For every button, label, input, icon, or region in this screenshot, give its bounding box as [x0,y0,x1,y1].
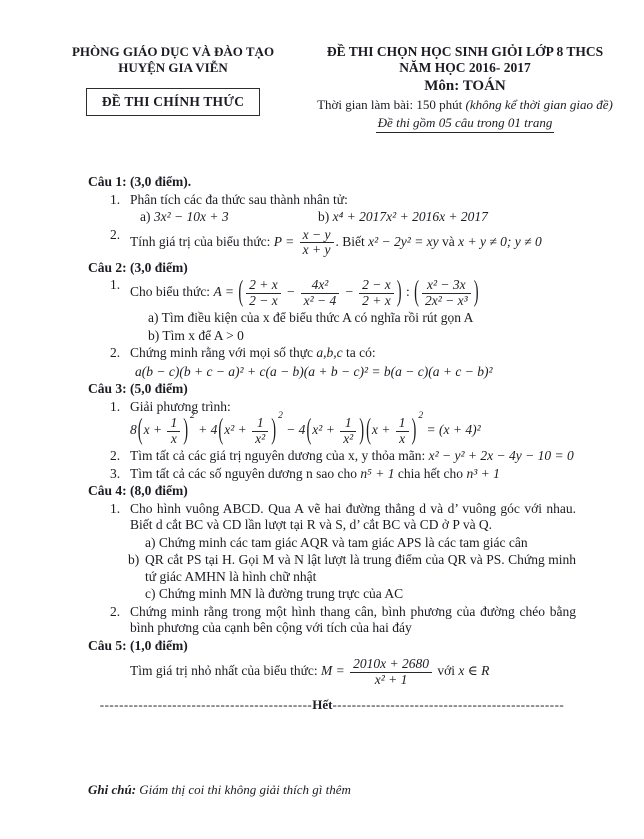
math-token: ) [396,275,402,309]
sub-item-label: b) [128,552,140,567]
end-dashes-left: -------------------------------------------- [99,697,313,712]
math-token: M = [321,663,349,679]
math-token: 8 [130,422,137,438]
formula-q2-a [213,275,479,309]
end-label: Hết [312,697,333,712]
exam-body [0,133,644,714]
exam-title-line2: NĂM HỌC 2016- 2017 [399,60,531,75]
math-n3: n³ + 1 [466,465,500,481]
question-4 [88,483,576,637]
math-token: 2 [190,411,195,421]
math-token: − [341,284,358,300]
question-1-title: Câu 1: (3,0 điểm). [88,174,192,189]
math-token: − 4 [282,422,306,438]
sub-item-text: QR cắt PS tại H. Gọi M và N lật lượt là trung điểm của QR và PS. Chứng minh tứ giác AMHN là hình chữ nhật [145,552,576,584]
math-diophantine: x² − y² + 2x − 4y − 10 = 0 [428,448,574,463]
math-token: x² − 2y² = xy [368,233,439,249]
question-3 [88,381,576,482]
math-token: và [438,233,459,249]
sub-item-text: a) Chứng minh các tam giác AQR và tam giác APS là các tam giác cân [145,534,528,550]
formula-q3-equation [130,411,481,447]
math-token: $\frac{1}{\text{x²}}$ [252,416,268,446]
item-number: 2. [110,448,121,463]
item-number: 3. [110,465,121,481]
question-2-item-1 [88,277,576,309]
math-token: x⁴ + 2017x² + 2016x + 2017 [332,209,488,224]
math-token: $\frac{1}{\text{x²}}$ [340,416,356,446]
math-token: 2 [278,411,283,421]
item-text: Tìm tất cả các giá trị nguyên dương của x, y thỏa mãn: [130,448,429,463]
math-token: $\frac{1}{x}$ [167,416,180,446]
footer-note [88,782,351,798]
math-token: ( [238,275,244,309]
duration-text: Thời gian làm bài: 150 phút [317,97,466,112]
item-text: Tìm tất cả các số nguyên dương n sao cho [130,465,361,481]
pages-note-wrap [312,113,618,133]
math-token: với [434,663,459,679]
question-1-parts-row [88,209,576,226]
note-text: Giám thị coi thi không giải thích gì thêm [136,782,351,797]
math-token: ) [411,413,417,447]
exam-title-line1: ĐỀ THI CHỌN HỌC SINH GIỎI LỚP 8 THCS [326,44,604,59]
math-token: a(b − c)(b + c − a)² + c(a − b)(a + b − c)² = b(a − c)(a + c − b)² [135,363,493,379]
header [0,0,644,133]
math-token: x ∈ R [458,663,490,679]
math-token: $\frac{\text{x² − 3x}}{\text{2x² − x³}}$ [422,278,471,308]
official-exam-box: ĐỀ THI CHÍNH THỨC [86,88,260,116]
org-name-line1: PHÒNG GIÁO DỤC VÀ ĐÀO TẠO [71,44,275,59]
item-text-suffix: ta có: [342,345,376,360]
subject-line: Môn: TOÁN [424,78,506,94]
math-token: ( [137,413,143,447]
math-token: ) [359,413,365,447]
question-3-item-2 [88,448,576,465]
sub-item-text: c) Chứng minh MN là đường trung trực của AC [145,586,404,601]
question-4-item-2 [88,604,576,637]
question-2-item-2 [88,345,576,362]
item-number: 2. [110,345,121,360]
part-b-label: b) [318,209,333,224]
math-token: ( [218,413,224,447]
question-3-title: Câu 3: (5,0 điểm) [88,381,188,396]
item-text: Cho biểu thức: [130,284,214,300]
math-token: x + y ≠ 0; y ≠ 0 [458,233,542,249]
end-separator [88,697,576,714]
formula-q2-identity [135,364,576,381]
formula-q1a [154,209,229,224]
item-number: 1. [110,398,121,414]
math-token: A = [213,284,238,300]
math-token: ) [183,413,189,447]
formula-q1-p [273,226,542,257]
item-number: 2. [110,603,121,619]
question-2-item-1b: b) Tìm x để A > 0 [148,327,244,343]
question-4-item-1 [88,501,576,534]
question-4-title: Câu 4: (8,0 điểm) [88,483,188,498]
math-token: : [402,284,414,300]
math-token: $\frac{2 + x}{2 - x}$ [246,278,281,308]
question-1-item-1 [88,192,576,209]
formula-q1b [333,209,488,224]
item-text: Cho hình vuông ABCD. Qua A vẽ hai đường thẳng d và d’ vuông góc với nhau. Biết d cắt BC và CD lần lượt tại R và S, d’ cắt BC và CD ở P và Q. [130,500,576,532]
item-text: Phân tích các đa thức sau thành nhân tử: [130,191,348,207]
item-text: Tìm giá trị nhỏ nhất của biểu thức: [130,663,322,679]
math-token: x + [371,422,394,438]
header-right [312,44,618,133]
item-text: Tính giá trị của biểu thức: [130,233,274,249]
math-token: $\frac{2010x + 2680}{\text{x² + 1}}$ [350,657,432,687]
math-token: ( [366,413,371,447]
question-1-item-2 [88,227,576,259]
duration-note: (không kể thời gian giao đề) [465,97,613,112]
math-token: 2 [418,411,424,421]
math-token: ) [473,275,479,309]
duration-line [312,96,618,113]
part-a-label: a) [140,209,154,224]
question-5-title: Câu 5: (1,0 điểm) [88,637,188,653]
math-token: = (x + 4)² [423,422,481,438]
item-text: Chứng minh rằng với mọi số thực [130,345,317,360]
math-token: $\frac{1}{x}$ [396,416,409,446]
math-token: − [282,284,299,300]
item-text-mid: chia hết cho [394,465,467,481]
pages-note: Đề thi gồm 05 câu trong 01 trang [376,115,555,133]
question-2-title: Câu 2: (3,0 điểm) [88,259,188,275]
question-3-item-3 [88,466,576,483]
question-2 [88,260,576,381]
math-token: $\frac{2 - x}{2 + x}$ [359,278,394,308]
question-1 [88,174,576,259]
math-token: x² + [312,422,339,438]
item-number: 1. [110,191,121,207]
math-token: . Biết [335,233,369,249]
math-token: x² + [224,422,251,438]
question-3-item-1 [88,399,576,448]
question-4-item-1c [88,586,576,603]
math-token: + 4 [194,422,218,438]
end-dashes-right: ------------------------------------------------ [332,697,565,712]
question-2-item-1a: a) Tìm điều kiện của x để biểu thức A có nghĩa rồi rút gọn A [148,310,474,325]
question-4-item-1a [88,535,576,552]
math-token: ( [306,413,312,447]
math-token: 3x² − 10x + 3 [153,209,229,224]
item-number: 1. [110,277,121,292]
item-number: 2. [110,226,121,242]
header-left [34,44,312,133]
question-5 [88,638,576,689]
part-a [140,209,318,226]
math-token: $\frac{\text{4x²}}{\text{x² − 4}}$ [301,278,340,308]
math-token: $\frac{x - y}{x + y}$ [300,228,334,258]
item-number: 1. [110,500,121,516]
part-b [318,209,488,226]
question-5-body [88,656,576,688]
math-abc: a,b,c [316,345,343,360]
org-name-line2: HUYỆN GIA VIỄN [118,59,228,75]
math-n5: n⁵ + 1 [360,465,395,481]
math-token: ) [271,413,277,447]
math-token: P = [273,233,298,249]
math-token: x + [143,422,166,438]
question-4-item-1b [88,552,576,585]
item-text: Giải phương trình: [130,398,231,414]
formula-q5-m [321,656,490,687]
math-token: ( [414,275,419,309]
item-text: Chứng minh rằng trong một hình thang cân, bình phương của đường chéo bằng bình phương của cạnh bên cộng với tích của hai đáy [130,603,576,635]
note-label: Ghi chú: [88,782,137,797]
